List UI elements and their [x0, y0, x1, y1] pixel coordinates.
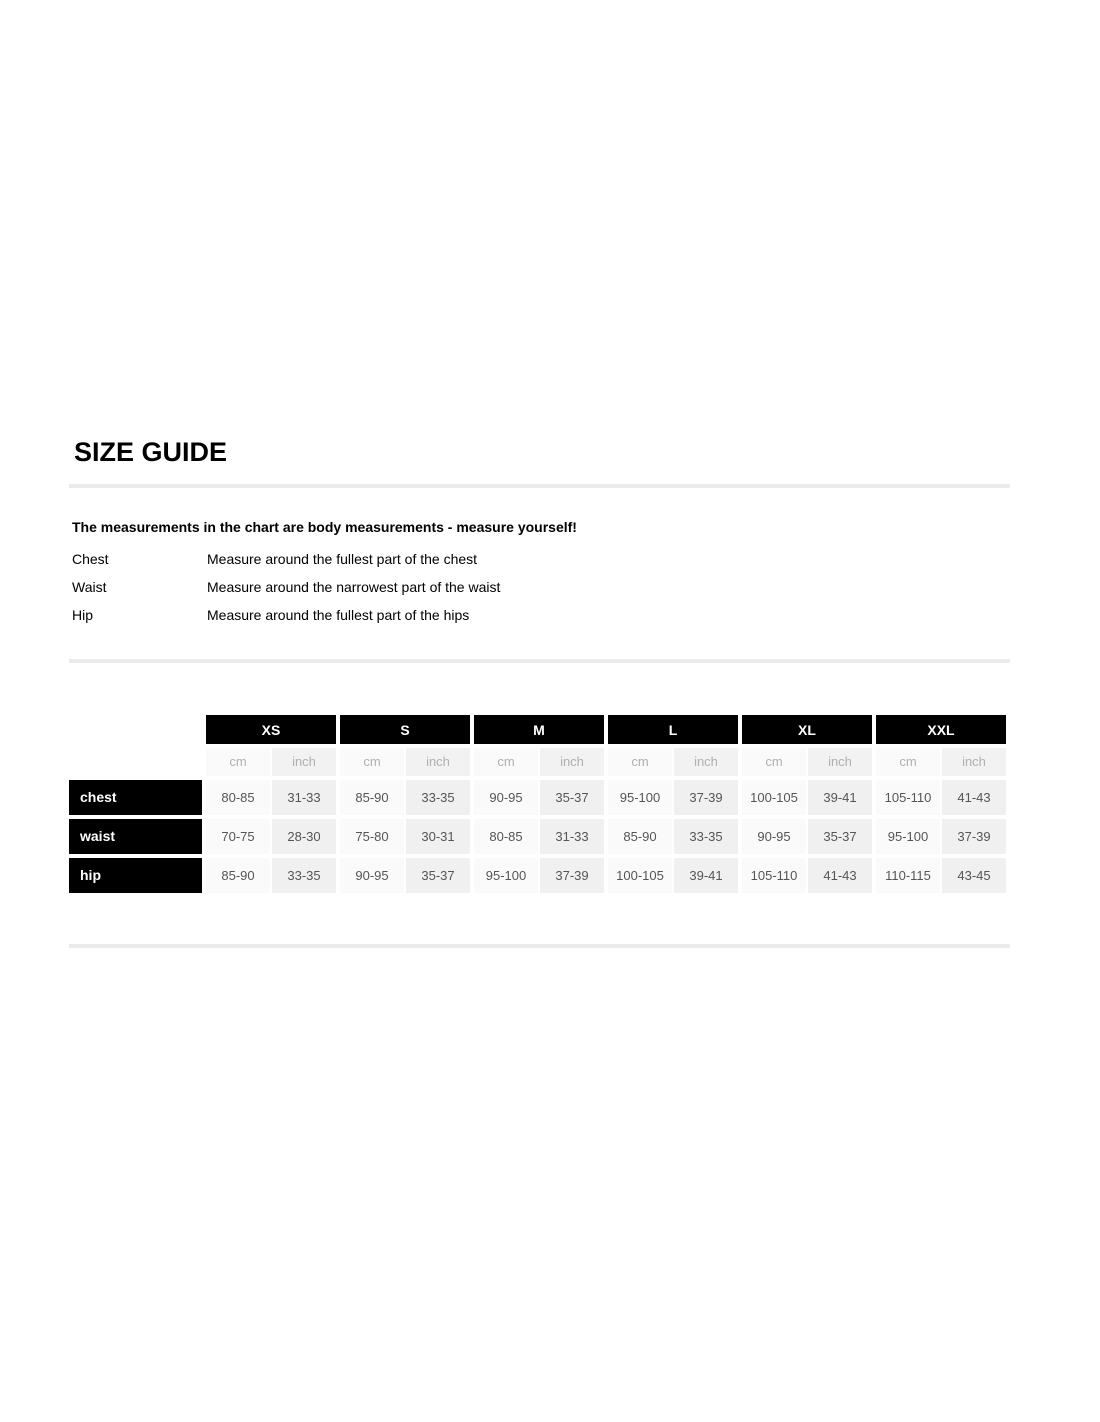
table-cell: 105-110 — [742, 858, 806, 893]
unit-inch: inch — [674, 748, 738, 776]
table-cell: 85-90 — [608, 819, 672, 854]
measurement-description: Measure around the narrowest part of the waist — [207, 579, 501, 595]
table-cell: 28-30 — [272, 819, 336, 854]
table-cell: 75-80 — [340, 819, 404, 854]
measurement-waist — [72, 577, 672, 597]
unit-inch: inch — [540, 748, 604, 776]
row-label: hip — [69, 858, 202, 893]
row-label: chest — [69, 780, 202, 815]
row-label: waist — [69, 819, 202, 854]
table-cell: 37-39 — [540, 858, 604, 893]
table-cell: 100-105 — [608, 858, 672, 893]
table-cell: 43-45 — [942, 858, 1006, 893]
table-row-chest — [69, 780, 1009, 815]
table-cell: 33-35 — [674, 819, 738, 854]
table-cell: 100-105 — [742, 780, 806, 815]
table-cell: 85-90 — [340, 780, 404, 815]
table-cell: 41-43 — [942, 780, 1006, 815]
unit-inch: inch — [272, 748, 336, 776]
divider — [69, 944, 1010, 948]
table-cell: 30-31 — [406, 819, 470, 854]
unit-inch: inch — [406, 748, 470, 776]
table-cell: 105-110 — [876, 780, 940, 815]
table-row-hip — [69, 858, 1009, 893]
size-header-s: S — [340, 715, 470, 744]
table-cell: 95-100 — [474, 858, 538, 893]
table-cell: 90-95 — [340, 858, 404, 893]
unit-cm: cm — [742, 748, 806, 776]
measurement-description: Measure around the fullest part of the chest — [207, 551, 478, 567]
measurement-term: Waist — [72, 579, 107, 595]
table-cell: 80-85 — [206, 780, 270, 815]
unit-cm: cm — [876, 748, 940, 776]
table-cell: 110-115 — [876, 858, 940, 893]
table-cell: 70-75 — [206, 819, 270, 854]
table-cell: 80-85 — [474, 819, 538, 854]
size-header-xxl: XXL — [876, 715, 1006, 744]
unit-cm: cm — [206, 748, 270, 776]
measurement-description: Measure around the fullest part of the hips — [207, 607, 470, 623]
measurement-chest — [72, 549, 672, 569]
size-header-m: M — [474, 715, 604, 744]
size-header-l: L — [608, 715, 738, 744]
measurement-term: Hip — [72, 607, 94, 623]
table-cell: 33-35 — [272, 858, 336, 893]
measurement-hip — [72, 605, 672, 625]
unit-inch: inch — [808, 748, 872, 776]
table-cell: 90-95 — [474, 780, 538, 815]
measurement-term: Chest — [72, 551, 109, 567]
table-cell: 31-33 — [272, 780, 336, 815]
divider — [69, 659, 1010, 663]
size-header-xs: XS — [206, 715, 336, 744]
table-cell: 33-35 — [406, 780, 470, 815]
divider — [69, 484, 1010, 488]
unit-cm: cm — [474, 748, 538, 776]
intro-text: The measurements in the chart are body measurements - measure yourself! — [72, 519, 577, 535]
size-header-xl: XL — [742, 715, 872, 744]
unit-cm: cm — [608, 748, 672, 776]
table-cell: 39-41 — [674, 858, 738, 893]
table-row-waist — [69, 819, 1009, 854]
table-cell: 35-37 — [406, 858, 470, 893]
table-cell: 90-95 — [742, 819, 806, 854]
page-title: SIZE GUIDE — [74, 437, 228, 467]
table-cell: 39-41 — [808, 780, 872, 815]
unit-cm: cm — [340, 748, 404, 776]
table-cell: 95-100 — [608, 780, 672, 815]
table-cell: 35-37 — [808, 819, 872, 854]
table-cell: 95-100 — [876, 819, 940, 854]
table-cell: 37-39 — [674, 780, 738, 815]
table-cell: 85-90 — [206, 858, 270, 893]
table-cell: 41-43 — [808, 858, 872, 893]
unit-inch: inch — [942, 748, 1006, 776]
table-cell: 31-33 — [540, 819, 604, 854]
table-cell: 37-39 — [942, 819, 1006, 854]
table-cell: 35-37 — [540, 780, 604, 815]
